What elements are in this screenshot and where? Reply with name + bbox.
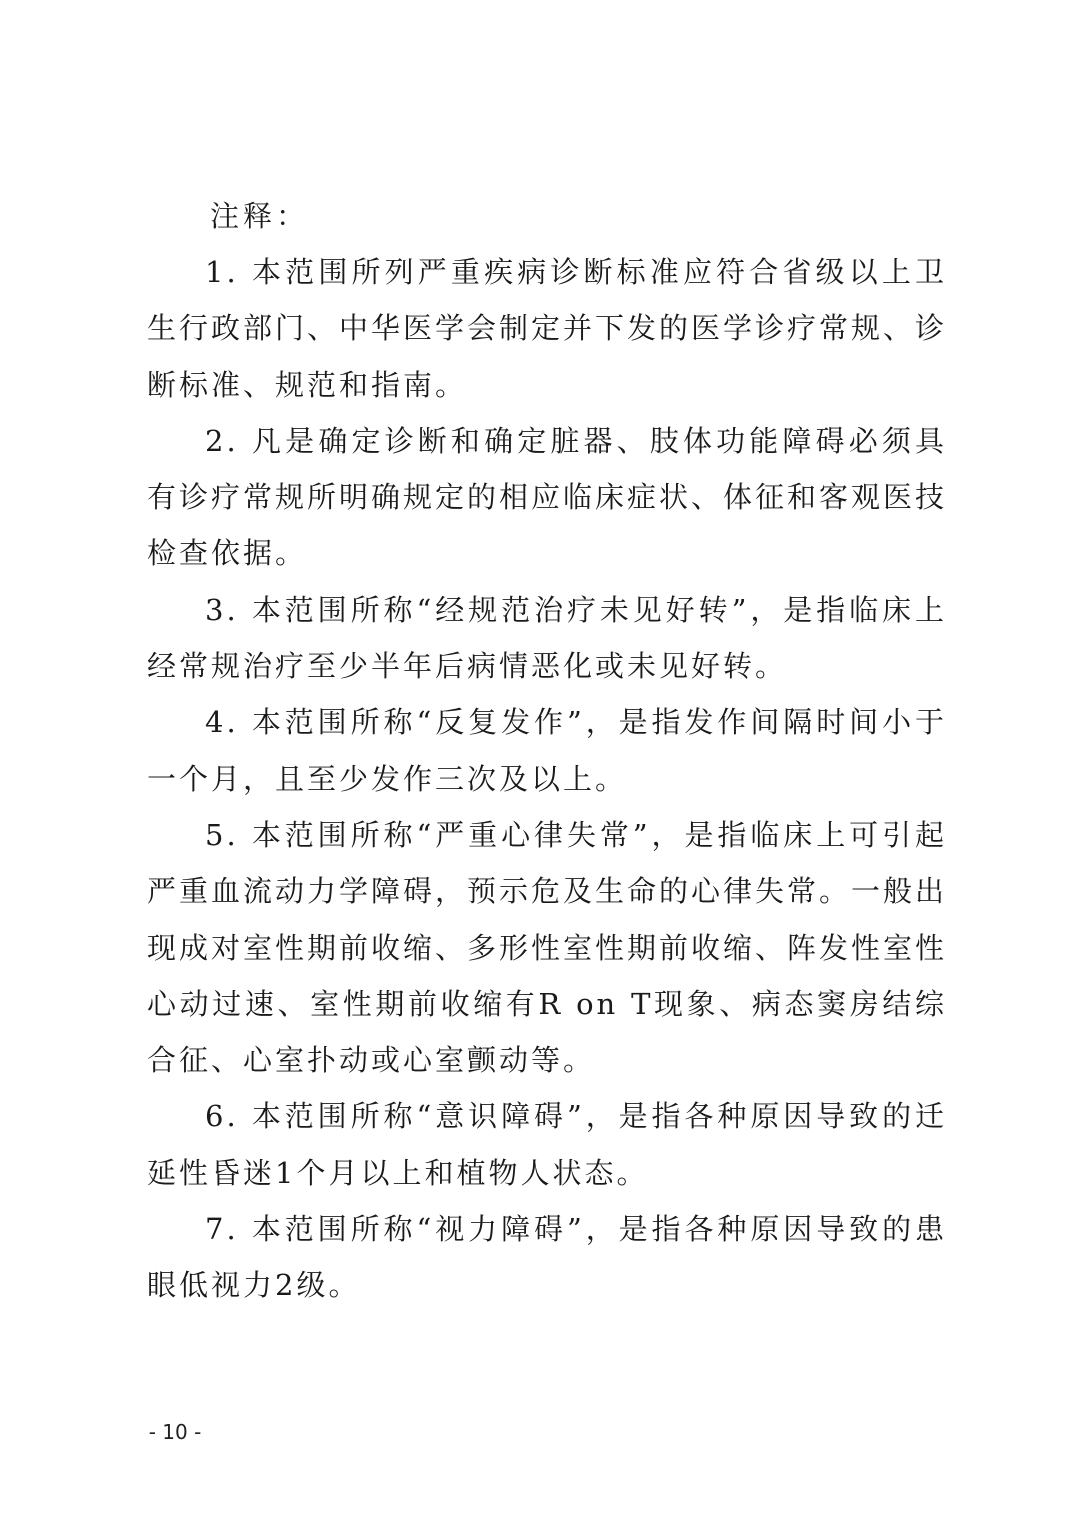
notes-section bbox=[147, 188, 947, 1314]
note-1: 1. 本范围所列严重疾病诊断标准应符合省级以上卫生行政部门、中华医学会制定并下发的医学诊疗常规、诊断标准、规范和指南。 bbox=[147, 255, 948, 402]
note-5: 5. 本范围所称“严重心律失常”，是指临床上可引起严重血流动力学障碍，预示危及生命的心律失常。一般出现成对室性期前收缩、多形性室性期前收缩、阵发性室性心动过速、室性期前收缩有R on T现象、病态窦房结综合征、心室扑动或心室颤动等。 bbox=[147, 817, 948, 1078]
notes-heading: 注释： bbox=[210, 199, 310, 233]
note-6: 6. 本范围所称“意识障碍”，是指各种原因导致的迁延性昏迷1个月以上和植物人状态。 bbox=[147, 1099, 947, 1190]
note-4: 4. 本范围所称“反复发作”，是指发作间隔时间小于一个月，且至少发作三次及以上。 bbox=[147, 705, 947, 796]
note-7: 7. 本范围所称“视力障碍”，是指各种原因导致的患眼低视力2级。 bbox=[147, 1212, 947, 1303]
note-3: 3. 本范围所称“经规范治疗未见好转”，是指临床上经常规治疗至少半年后病情恶化或未见好转。 bbox=[147, 592, 947, 684]
page-number: - 10 - bbox=[148, 1420, 202, 1444]
note-2: 2. 凡是确定诊断和确定脏器、肢体功能障碍必须具有诊疗常规所明确规定的相应临床症状、体征和客观医技检查依据。 bbox=[147, 423, 948, 571]
